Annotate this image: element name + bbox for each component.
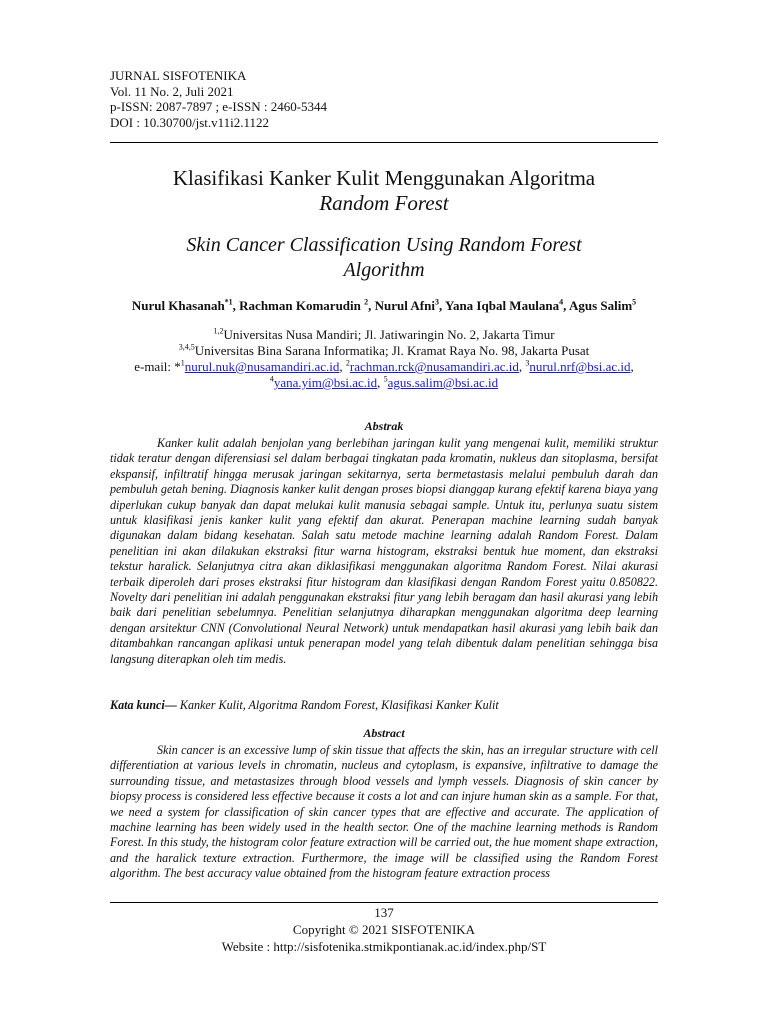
page-number: 137 [374,905,394,920]
author-mark: 2 [364,297,369,307]
affiliation-mark: 3,4,5 [178,342,195,352]
title-english [110,233,658,283]
journal-doi: DOI : 10.30700/jst.v11i2.1122 [110,114,270,130]
author-name: Nurul Khasanah [131,298,225,313]
header-divider [110,142,658,143]
keywords-text: Kanker Kulit, Algoritma Random Forest, Klasifikasi Kanker Kulit [176,698,499,712]
email-link-5[interactable]: agus.salim@bsi.ac.id [387,375,499,390]
affiliation-text: Universitas Bina Sarana Informatika; Jl. Kramat Raya No. 98, Jakarta Pusat [194,343,590,358]
email-link-4[interactable]: yana.yim@bsi.ac.id [273,375,378,390]
author-name: Nurul Afni [374,298,435,313]
abstrak-body: Kanker kulit adalah benjolan yang berlebihan jaringan kulit yang mengenai kulit, memiliki struktur tidak teratur dengan diferensiasi sel dalam berbagai tingkatan pada kromatin, nukleus dan sitoplasma, bersifat ekspansif, infiltratif hingga merusak jaringan sekitarnya, serta bermetastasis melalui pembuluh darah dan pembuluh getah bening. Diagnosis kanker kulit dengan proses biopsi dianggap kurang efektif karena biaya yang diperlukan cukup banyak dan dapat melukai kulit manusia sebagai sample. Untuk itu, perlunya suatu sistem untuk klasifikasi jenis kanker kulit yang efektif dan akurat. Penerapan machine learning sudah banyak digunakan dalam bidang kesehatan. Salah satu metode machine learning adalah Random Forest. Dalam penelitian ini akan dilakukan ekstraksi fitur warna histogram, ekstraksi bentuk hue moment, dan ekstraksi tekstur haralick. Selanjutnya citra akan diklasifikasi menggunakan algoritma Random Forest. Nilai akurasi terbaik diperoleh dari proses ekstraksi fitur histogram dan klasifikasi dengan Random Forest yaitu 0.850822. Novelty dari penelitian ini adalah penggunakan ekstraksi fitur yang lebih beragam dan hasil akurasi yang lebih baik dari penelitian sebelumnya. Penelitian selanjutnya diharapkan menggunakan algoritma deep learning dengan arsitektur CNN (Convolutional Neural Network) untuk mendapatkan hasil akurasi yang lebih baik dan ditambahkan rancangan aplikasi untuk penerapan model yang telah dibentuk dalam penelitian sehingga bisa langsung diterapkan oleh tim medis. [110,436,658,666]
title-indonesian [110,166,658,216]
footer-divider [110,902,658,903]
title-english-line2: Algorithm [343,259,425,281]
copyright: Copyright © 2021 SISFOTENIKA [292,922,476,937]
journal-name: JURNAL SISFOTENIKA [110,68,247,83]
title-english-line1: Skin Cancer Classification Using Random Forest [186,234,582,256]
affiliation-2 [110,343,658,359]
author-mark: 3 [434,297,439,307]
affiliation-text: Universitas Nusa Mandiri; Jl. Jatiwaringin No. 2, Jakarta Timur [223,327,555,342]
email-mark: 1 [180,358,185,368]
email-mark: 5 [383,374,388,384]
journal-volume: Vol. 11 No. 2, Juli 2021 [110,83,234,99]
email-prefix: e-mail: * [134,359,181,374]
author-name: Yana Iqbal Maulana [445,298,560,313]
email-mark: 2 [345,358,350,368]
author-mark: *1 [224,297,233,307]
email-mark: 3 [525,358,530,368]
abstract-heading: Abstract [363,726,405,740]
author-name: Agus Salim [568,298,633,313]
affiliation-1 [110,327,658,343]
title-indonesian-line2: Random Forest [319,191,449,215]
author-mark: 4 [559,297,564,307]
journal-header [110,68,327,130]
keywords [110,698,658,713]
abstract-body: Skin cancer is an excessive lump of skin tissue that affects the skin, has an irregular structure with cell differentiation at various levels in chromatin, nucleus and cytoplasm, is expansive, infiltrative to damage the surrounding tissue, and metastasizes through blood vessels and lymph vessels. Diagnosis of skin cancer by biopsy process is considered less effective because it costs a lot and can injure human skin as a sample. For that, we need a system for classification of skin cancer types that are effective and accurate. The application of machine learning has been widely used in the health sector. One of the machine learning methods is Random Forest. In this study, the histogram color feature extraction will be carried out, the hue moment shape extraction, and the haralick texture extraction. Furthermore, the image will be classified using the Random Forest algorithm. The best accuracy value obtained from the histogram feature extraction process [110,743,658,881]
website: Website : http://sisfotenika.stmikpontianak.ac.id/index.php/ST [221,939,547,954]
email-link-3[interactable]: nurul.nrf@bsi.ac.id [529,359,631,374]
title-indonesian-line1: Klasifikasi Kanker Kulit Menggunakan Algoritma [172,166,596,190]
author-list: Nurul Khasanah$^{*1}$, Rachman Komarudin $^2$, Nurul Afni$^3$, Yana Iqbal Maulana$^4$, Agus Salim$^5$ [131,297,637,313]
email-link-2[interactable]: rachman.rck@nusamandiri.ac.id [349,359,519,374]
author-mark: 5 [632,297,637,307]
journal-issn: p-ISSN: 2087-7897 ; e-ISSN : 2460-5344 [110,99,328,114]
author-name: Rachman Komarudin [239,298,361,313]
affiliation-mark: 1,2 [213,326,224,336]
abstrak-heading: Abstrak [364,419,404,433]
keywords-label: Kata kunci— [110,698,177,712]
email-list: e-mail: *$^1$nurul.nuk@nusamandiri.ac.id, $^2$rachman.rck@nusamandiri.ac.id, $^3$nurul.nrf@bsi.ac.id, $^4$yana.yim@bsi.ac.id, $^5$agus.salim@bsi.ac.id [134,358,634,390]
email-link-1[interactable]: nurul.nuk@nusamandiri.ac.id [184,359,340,374]
email-mark: 4 [269,374,274,384]
